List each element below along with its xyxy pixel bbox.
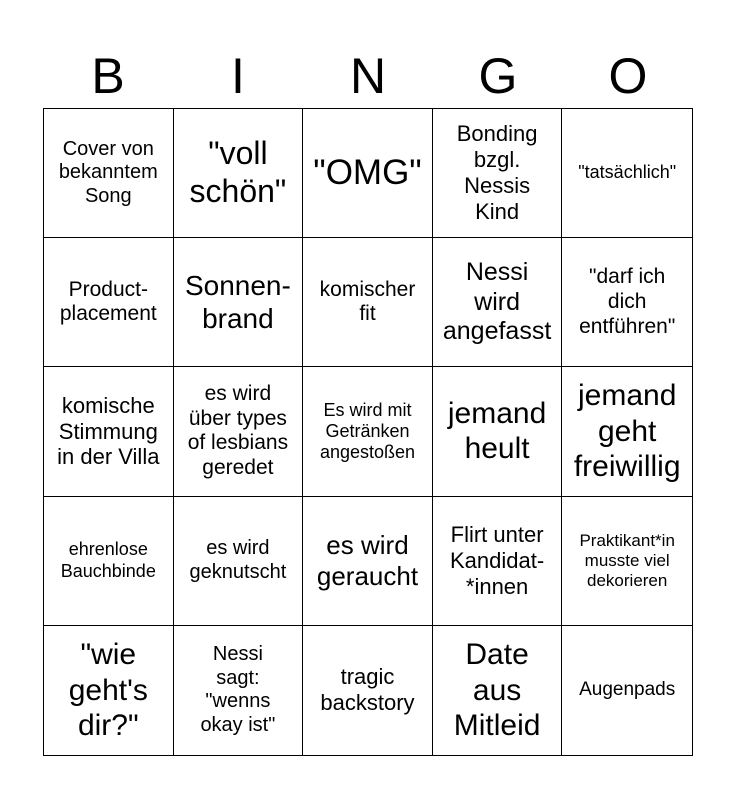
bingo-cell[interactable] — [433, 109, 563, 238]
cell-text: Sonnen- brand — [184, 270, 291, 335]
cell-text: Cover von bekanntem Song — [58, 137, 158, 207]
cell-text: es wird über types of lesbians geredet — [187, 381, 289, 480]
header-letter-b: B — [91, 48, 125, 104]
bingo-cell[interactable] — [174, 238, 304, 367]
cell-text: es wird geknutscht — [189, 537, 287, 583]
header-letter-n: N — [349, 48, 387, 104]
bingo-cell[interactable] — [303, 626, 433, 755]
cell-text: Product- placement — [59, 277, 157, 326]
bingo-cell[interactable] — [562, 367, 692, 496]
bingo-cell[interactable] — [44, 497, 174, 626]
bingo-cell[interactable] — [433, 367, 563, 496]
cell-text: tragic backstory — [320, 664, 415, 716]
bingo-cell[interactable] — [562, 626, 692, 755]
cell-text: jemand heult — [447, 397, 547, 466]
bingo-cell[interactable] — [44, 367, 174, 496]
cell-text: es wird geraucht — [316, 530, 419, 591]
cell-text: Augenpads — [579, 679, 676, 701]
bingo-cell[interactable] — [303, 367, 433, 496]
bingo-cell[interactable] — [44, 238, 174, 367]
bingo-cell[interactable] — [174, 109, 304, 238]
bingo-cell[interactable] — [433, 626, 563, 755]
bingo-cell[interactable] — [562, 109, 692, 238]
bingo-cell[interactable] — [174, 497, 304, 626]
cell-text: "voll schön" — [189, 135, 287, 210]
cell-text: Bonding bzgl. Nessis Kind — [456, 121, 538, 225]
bingo-cell[interactable] — [562, 497, 692, 626]
header-letter-g: G — [478, 48, 518, 104]
cell-text: "OMG" — [313, 153, 422, 193]
cell-text: Nessi wird angefasst — [442, 258, 552, 346]
header-letter-o: O — [608, 48, 648, 104]
cell-text: Es wird mit Getränken angestoßen — [319, 399, 416, 463]
cell-text: Date aus Mitleid — [453, 638, 541, 743]
cell-text: Praktikant*in musste viel dekorieren — [579, 530, 675, 590]
bingo-cell[interactable] — [303, 497, 433, 626]
cell-text: jemand geht freiwillig — [573, 379, 681, 484]
cell-text: "darf ich dich entführen" — [579, 265, 676, 338]
cell-text: "tatsächlich" — [578, 162, 677, 183]
bingo-cell[interactable] — [174, 626, 304, 755]
bingo-header — [43, 44, 693, 108]
bingo-cell[interactable] — [174, 367, 304, 496]
bingo-cell[interactable] — [433, 238, 563, 367]
cell-text: "wie geht's dir?" — [68, 638, 148, 743]
bingo-cell[interactable] — [303, 238, 433, 367]
bingo-cell[interactable] — [433, 497, 563, 626]
cell-text: Flirt unter Kandidat- *innen — [450, 521, 545, 599]
cell-text: Nessi sagt: "wenns okay ist" — [200, 643, 276, 736]
bingo-cell[interactable] — [44, 109, 174, 238]
bingo-cell[interactable] — [44, 626, 174, 755]
header-letter-i: I — [231, 48, 245, 104]
cell-text: komische Stimmung in der Villa — [57, 392, 160, 470]
cell-text: komischer fit — [319, 277, 416, 326]
bingo-cell[interactable] — [303, 109, 433, 238]
bingo-board — [43, 108, 693, 756]
cell-text: ehrenlose Bauchbinde — [60, 539, 156, 581]
bingo-cell[interactable] — [562, 238, 692, 367]
